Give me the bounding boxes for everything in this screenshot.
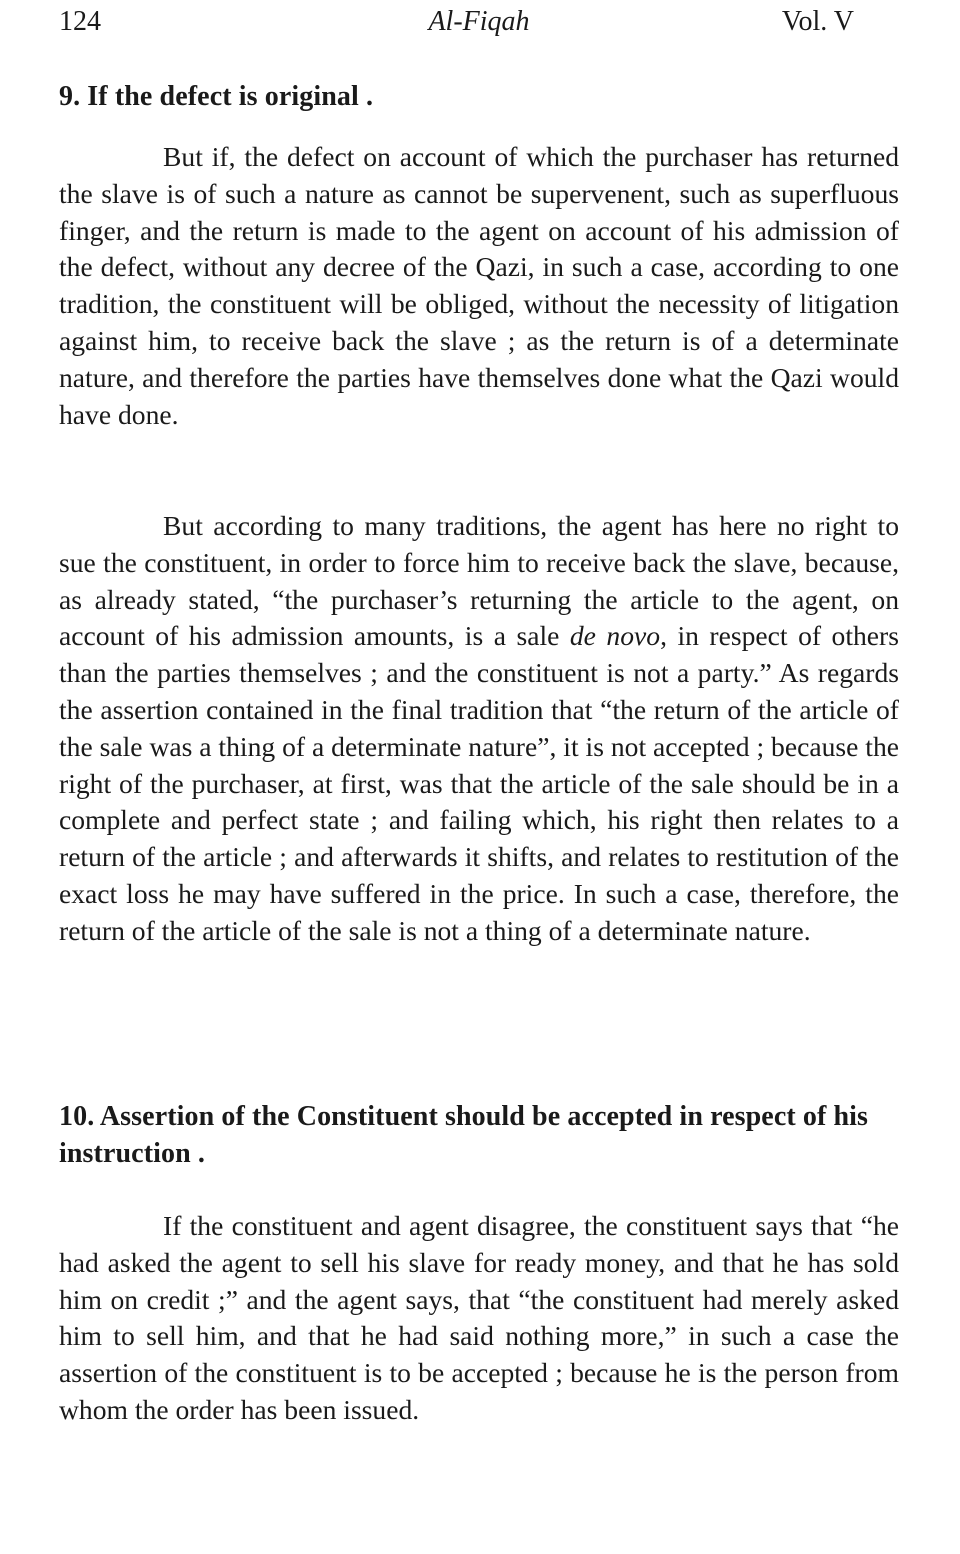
volume-label: Vol. V (781, 6, 854, 37)
paragraph-text: , in respect of others than the parties themselves ; and the constituent is not a party.” As regards the assertion contained in the final tradition that “the return of the article of the sale was a thing of a determinate nature”, it is not accepted ; because the right of the purchaser, at first, was that the article of the sale should be in a complete and perfect state ; and failing which, his right then relates to a return of the article ; and afterwards it shifts, and relates to restitution of the exact loss he may have suffered in the price. In such a case, therefore, the return of the article of the sale is not a thing of a determinate nature. (59, 620, 899, 946)
section-10-paragraph-1: If the constituent and agent disagree, the constituent says that “he had asked the agent to sell his slave for ready money, and that he has sold him on credit ;” and the agent says, that “the constituent had merely asked him to sell him, and that he had said nothing more,” in such a case the assertion of the constituent is to be accepted ; because he is the person from whom the order has been issued. (59, 1210, 899, 1425)
section-9-paragraph-2 (59, 508, 899, 950)
italic-phrase: de novo (569, 620, 661, 652)
section-10-heading: 10. Assertion of the Constituent should be accepted in respect of his instruction . (59, 1101, 869, 1169)
section-9-paragraph-1: But if, the defect on account of which the purchaser has returned the slave is of such a nature as cannot be supervenent, such as superfluous finger, and the return is made to the agent on account of his admission of the defect, without any decree of the Qazi, in such a case, according to one tradition, the constituent will be obliged, without the necessity of litigation against him, to receive back the slave ; as the return is of a determinate nature, and therefore the parties have themselves done what the Qazi would have done. (59, 141, 899, 430)
section-9-heading: 9. If the defect is original . (59, 81, 374, 112)
running-head (59, 4, 899, 40)
paragraph-text: But according to many traditions, the agent has here no right to sue the constituent, in order to force him to receive back the slave, because, as already stated, “the purchaser’s returning the article to the agent, on account of his admission amounts, is a sale (59, 510, 899, 652)
page-number: 124 (59, 6, 101, 37)
book-title: Al-Fiqah (428, 6, 530, 37)
